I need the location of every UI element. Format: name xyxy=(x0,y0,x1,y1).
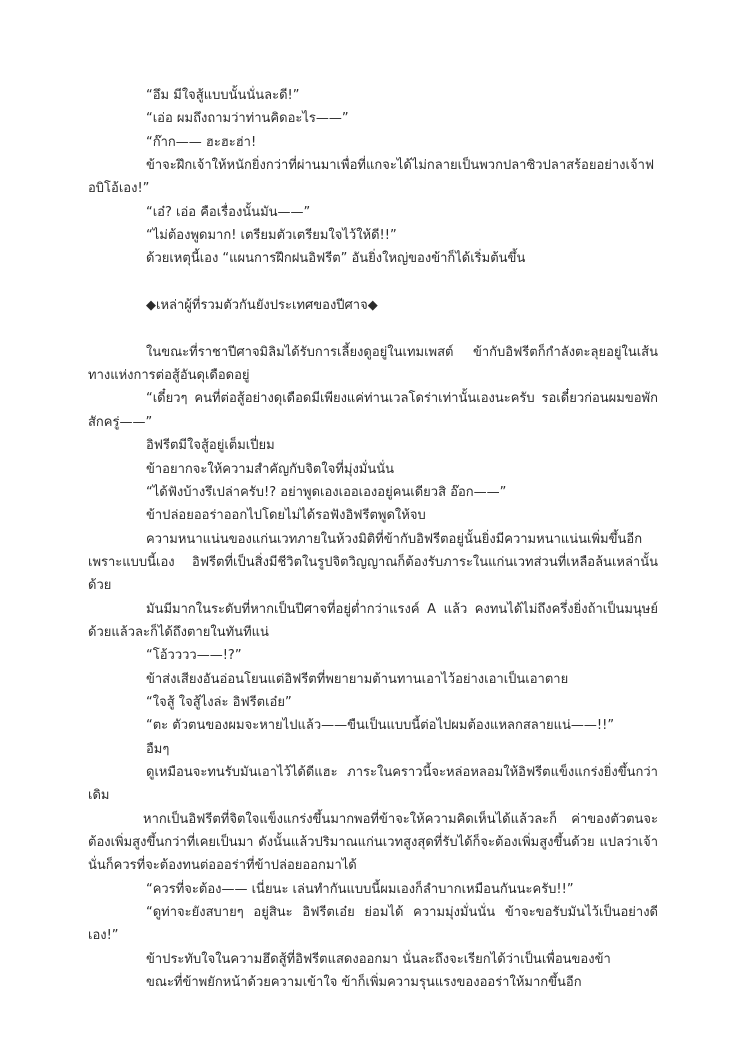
paragraph: หากเป็นอิฟรีตที่จิตใจแข็งแกร่งขึ้นมากพอที่ข้าจะให้ความคิดเห็นได้แล้วละก็ ค่าของตัวตนจะต้องเพิ่มสูงขึ้นกว่าที่เคยเป็นมา ดังนั้นแล้วปริมาณแก่นเวทสูงสุดที่รับได้ก็จะต้องเพิ่มสูงขึ้นด้วย แปลว่าเจ้านั่นก็ควรที่จะต้องทนต่อออร่าที่ข้าปล่อยออกมาได้ xyxy=(88,811,658,874)
paragraph: ความหนาแน่นของแก่นเวทภายในห้วงมิติที่ข้ากับอิฟรีตอยู่นั้นยิ่งมีความหนาแน่นเพิ่มขึ้นอีก เพราะแบบนี้เอง อิฟรีตที่เป็นสิ่งมีชีวิตในรูปจิตวิญญาณก็ต้องรับภาระในแก่นเวทส่วนที่เหลือล้นเหล่านั้นด้วย xyxy=(88,531,658,594)
paragraph: มันมีมากในระดับที่หากเป็นปีศาจที่อยู่ต่ำกว่าแรงค์ A แล้ว คงทนได้ไม่ถึงครึ่งยิ่งถ้าเป็นมนุษย์ด้วยแล้วละก็ได้ถึงตายในทันทีแน่ xyxy=(88,601,658,640)
paragraph: ข้าประทับใจในความฮึดสู้ที่อิฟรีตแสดงออกมา นั่นละถึงจะเรียกได้ว่าเป็นเพื่อนของข้า xyxy=(146,951,611,967)
paragraph: ด้วยเหตุนี้เอง “แผนการฝึกฝนอิฟรีต” อันยิ่งใหญ่ของข้าก็ได้เริ่มต้นขึ้น xyxy=(146,251,526,267)
paragraph: “เอ่อ ผมถึงถามว่าท่านคิดอะไร——” xyxy=(146,111,349,127)
paragraph: ข้าปล่อยออร่าออกไปโดยไม่ได้รอฟังอิฟรีตพูดให้จบ xyxy=(146,508,426,524)
paragraph: “ควรที่จะต้อง—— เนี่ยนะ เล่นทำกันแบบนี้ผมเองก็ลำบากเหมือนกันนะครับ!!” xyxy=(146,881,574,897)
paragraph: ข้าจะฝึกเจ้าให้หนักยิ่งกว่าที่ผ่านมาเพื่อที่แกจะได้ไม่กลายเป็นพวกปลาซิวปลาสร้อยอย่างเจ้าฟอบิโอ้เอง!” xyxy=(88,158,655,197)
paragraph: “ดูท่าจะยังสบายๆ อยู่สินะ อิฟรีตเอ๋ย ย่อมได้ ความมุ่งมั่นนั่น ข้าจะขอรับมันไว้เป็นอย่างดีเอง!” xyxy=(88,905,658,944)
paragraph: ข้าอยากจะให้ความสำคัญกับจิตใจที่มุ่งมั่นนั่น xyxy=(146,461,395,477)
section-heading: ◆เหล่าผู้ที่รวมตัวกันยังประเทศของปีศาจ◆ xyxy=(146,298,378,314)
paragraph: “ก๊าก—— ฮะฮะฮ่า! xyxy=(146,134,257,150)
paragraph: อิฟรีตมีใจสู้อยู่เต็มเปี่ยม xyxy=(146,438,275,454)
paragraph: “ใจสู้ ใจสู้ไงล่ะ อิฟรีตเอ๋ย” xyxy=(146,694,292,710)
document-body xyxy=(88,84,658,994)
blank-line xyxy=(88,317,658,340)
blank-line xyxy=(88,271,658,294)
paragraph: ในขณะที่ราชาปีศาจมิลิมได้รับการเลี้ยงดูอยู่ในเทมเพสต์ ข้ากับอิฟรีตก็กำลังตะลุยอยู่ในเส้นทางแห่งการต่อสู้อันดุเดือดอยู่ xyxy=(88,344,658,384)
paragraph: อืมๆ xyxy=(146,741,170,757)
paragraph: ขณะที่ข้าพยักหน้าด้วยความเข้าใจ ข้าก็เพิ่มความรุนแรงของออร่าให้มากขึ้นอีก xyxy=(146,975,582,991)
paragraph: “ไม่ต้องพูดมาก! เตรียมตัวเตรียมใจไว้ให้ดี!!” xyxy=(146,228,397,244)
paragraph: “ได้ฟังบ้างรึเปล่าครับ!? อย่าพูดเองเออเองอยู่คนเดียวสิ อ๊อก——” xyxy=(146,484,507,500)
paragraph: “ตะ ตัวตนของผมจะหายไปแล้ว——ขืนเป็นแบบนี้ต่อไปผมต้องแหลกสลายแน่——!!” xyxy=(146,718,615,734)
paragraph: ดูเหมือนจะทนรับมันเอาไว้ได้ดีแฮะ ภาระในคราวนี้จะหล่อหลอมให้อิฟรีตแข็งแกร่งยิ่งขึ้นกว่าเดิม xyxy=(88,764,658,804)
paragraph: “โอ้วววว——!?” xyxy=(146,648,242,664)
paragraph: “เดี๋ยวๆ คนที่ต่อสู้อย่างดุเดือดมีเพียงแค่ท่านเวลโดร่าเท่านั้นเองนะครับ รอเดี๋ยวก่อนผมขอพักสักครู่——” xyxy=(88,391,658,430)
paragraph: “เอ๋? เอ่อ คือเรื่องนั้นมัน——” xyxy=(146,204,311,220)
paragraph: “อึม มีใจสู้แบบนั้นนั่นละดี!” xyxy=(146,88,300,103)
paragraph: ข้าส่งเสียงอันอ่อนโยนแต่อิฟรีตที่พยายามต้านทานเอาไว้อย่างเอาเป็นเอาตาย xyxy=(146,671,569,687)
